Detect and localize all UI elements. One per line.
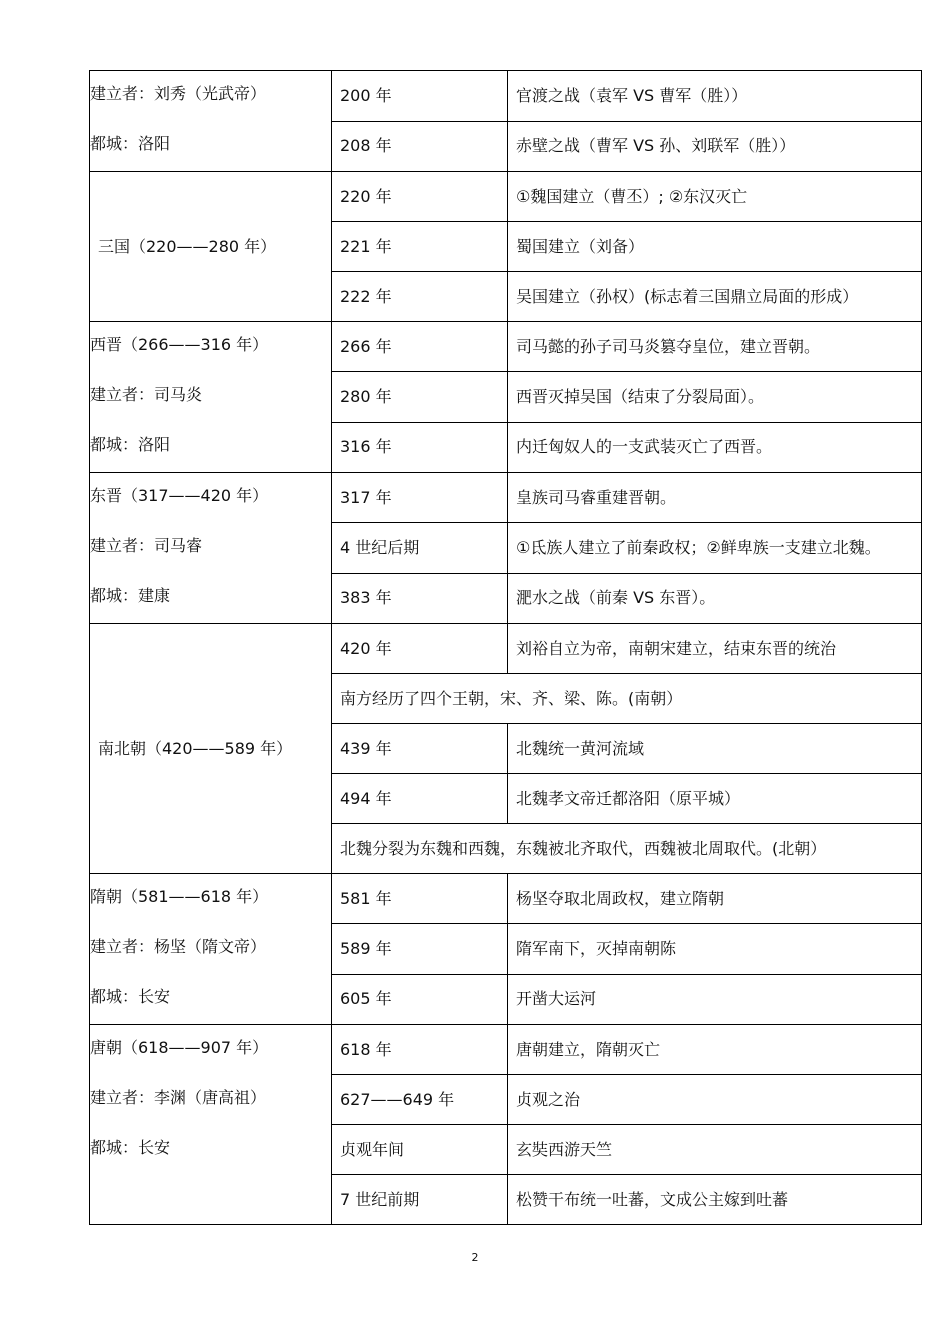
event-date: 贞观年间 (340, 1139, 405, 1159)
event-description: 内迁匈奴人的一支武装灭亡了西晋。 (516, 437, 773, 457)
era-cell-east-han (90, 71, 332, 172)
event-description: 杨坚夺取北周政权，建立隋朝 (516, 888, 725, 908)
table-row (90, 624, 922, 674)
dynasty-note: 南方经历了四个王朝，宋、齐、梁、陈。(南朝） (340, 688, 683, 708)
event-description: 刘裕自立为帝，南朝宋建立，结束东晋的统治 (516, 638, 837, 658)
era-cell-east-jin (90, 473, 332, 624)
event-date: 439 年 (340, 738, 392, 758)
event-date: 383 年 (340, 588, 392, 608)
dynasty-timeline-table (89, 70, 922, 1225)
era-cell-west-jin (90, 322, 332, 473)
event-description: 松赞干布统一吐蕃，文成公主嫁到吐蕃 (516, 1189, 789, 1209)
event-description: 隋军南下，灭掉南朝陈 (516, 938, 677, 958)
event-date: 618 年 (340, 1039, 392, 1059)
event-description: 贞观之治 (516, 1089, 581, 1109)
event-date: 494 年 (340, 788, 392, 808)
table-row (90, 1025, 922, 1075)
event-description: 唐朝建立，隋朝灭亡 (516, 1039, 661, 1059)
era-title: 西晋（266——316 年） (90, 335, 269, 354)
era-title: 三国（220——280 年） (98, 236, 277, 256)
event-date: 266 年 (340, 336, 392, 356)
era-title: 南北朝（420——589 年） (98, 738, 293, 758)
event-description: 吴国建立（孙权）(标志着三国鼎立局面的形成） (516, 286, 859, 306)
event-description: 北魏统一黄河流域 (516, 738, 645, 758)
event-date: 420 年 (340, 638, 392, 658)
era-title: 东晋（317——420 年） (90, 486, 269, 505)
event-description: 官渡之战（袁军 VS 曹军（胜）） (516, 85, 748, 105)
event-date: 317 年 (340, 487, 392, 507)
event-date: 589 年 (340, 938, 392, 958)
dynasty-note: 北魏分裂为东魏和西魏，东魏被北齐取代，西魏被北周取代。(北朝） (340, 838, 827, 858)
event-date: 221 年 (340, 236, 392, 256)
event-date: 222 年 (340, 286, 392, 306)
event-description: 玄奘西游天竺 (516, 1139, 613, 1159)
event-date: 200 年 (340, 85, 392, 105)
event-date: 581 年 (340, 888, 392, 908)
era-capital: 都城：长安 (90, 1138, 171, 1157)
event-date: 4 世纪后期 (340, 537, 420, 557)
event-date: 627——649 年 (340, 1089, 455, 1109)
event-date: 280 年 (340, 386, 392, 406)
era-title: 唐朝（618——907 年） (90, 1038, 269, 1057)
event-date: 316 年 (340, 437, 392, 457)
era-capital: 都城：洛阳 (90, 435, 171, 454)
event-description: ①氐族人建立了前秦政权；②鲜卑族一支建立北魏。 (516, 537, 881, 557)
event-date: 7 世纪前期 (340, 1189, 420, 1209)
era-title: 隋朝（581——618 年） (90, 887, 269, 906)
table-row (90, 172, 922, 222)
event-description: 西晋灭掉吴国（结束了分裂局面）。 (516, 386, 765, 406)
era-cell-sui (90, 874, 332, 1025)
page-number: 2 (471, 1251, 479, 1264)
era-cell-nanbei (90, 624, 332, 874)
era-capital: 都城：建康 (90, 586, 171, 605)
table-row (90, 473, 922, 523)
era-capital: 都城：长安 (90, 987, 171, 1006)
event-description: 蜀国建立（刘备） (516, 236, 645, 256)
event-description: 司马懿的孙子司马炎篡夺皇位，建立晋朝。 (516, 336, 821, 356)
table-row (90, 874, 922, 924)
era-capital: 都城：洛阳 (90, 134, 171, 153)
event-description: 开凿大运河 (516, 989, 597, 1009)
era-founder: 建立者：杨坚（隋文帝） (90, 937, 267, 956)
event-description: 北魏孝文帝迁都洛阳（原平城） (516, 788, 741, 808)
event-date: 220 年 (340, 186, 392, 206)
era-cell-tang (90, 1025, 332, 1225)
era-founder: 建立者：司马睿 (90, 536, 203, 555)
event-description: 皇族司马睿重建晋朝。 (516, 487, 677, 507)
era-cell-three-kingdoms (90, 172, 332, 322)
event-date: 605 年 (340, 989, 392, 1009)
table-row (90, 322, 922, 372)
era-founder: 建立者：刘秀（光武帝） (90, 84, 267, 103)
event-description: 赤壁之战（曹军 VS 孙、刘联军（胜）） (516, 136, 796, 156)
era-founder: 建立者：李渊（唐高祖） (90, 1088, 267, 1107)
era-founder: 建立者：司马炎 (90, 385, 203, 404)
event-description: 淝水之战（前秦 VS 东晋）。 (516, 588, 716, 608)
event-date: 208 年 (340, 136, 392, 156)
table-row (90, 71, 922, 122)
event-description: ①魏国建立（曹丕）; ②东汉灭亡 (516, 186, 748, 206)
